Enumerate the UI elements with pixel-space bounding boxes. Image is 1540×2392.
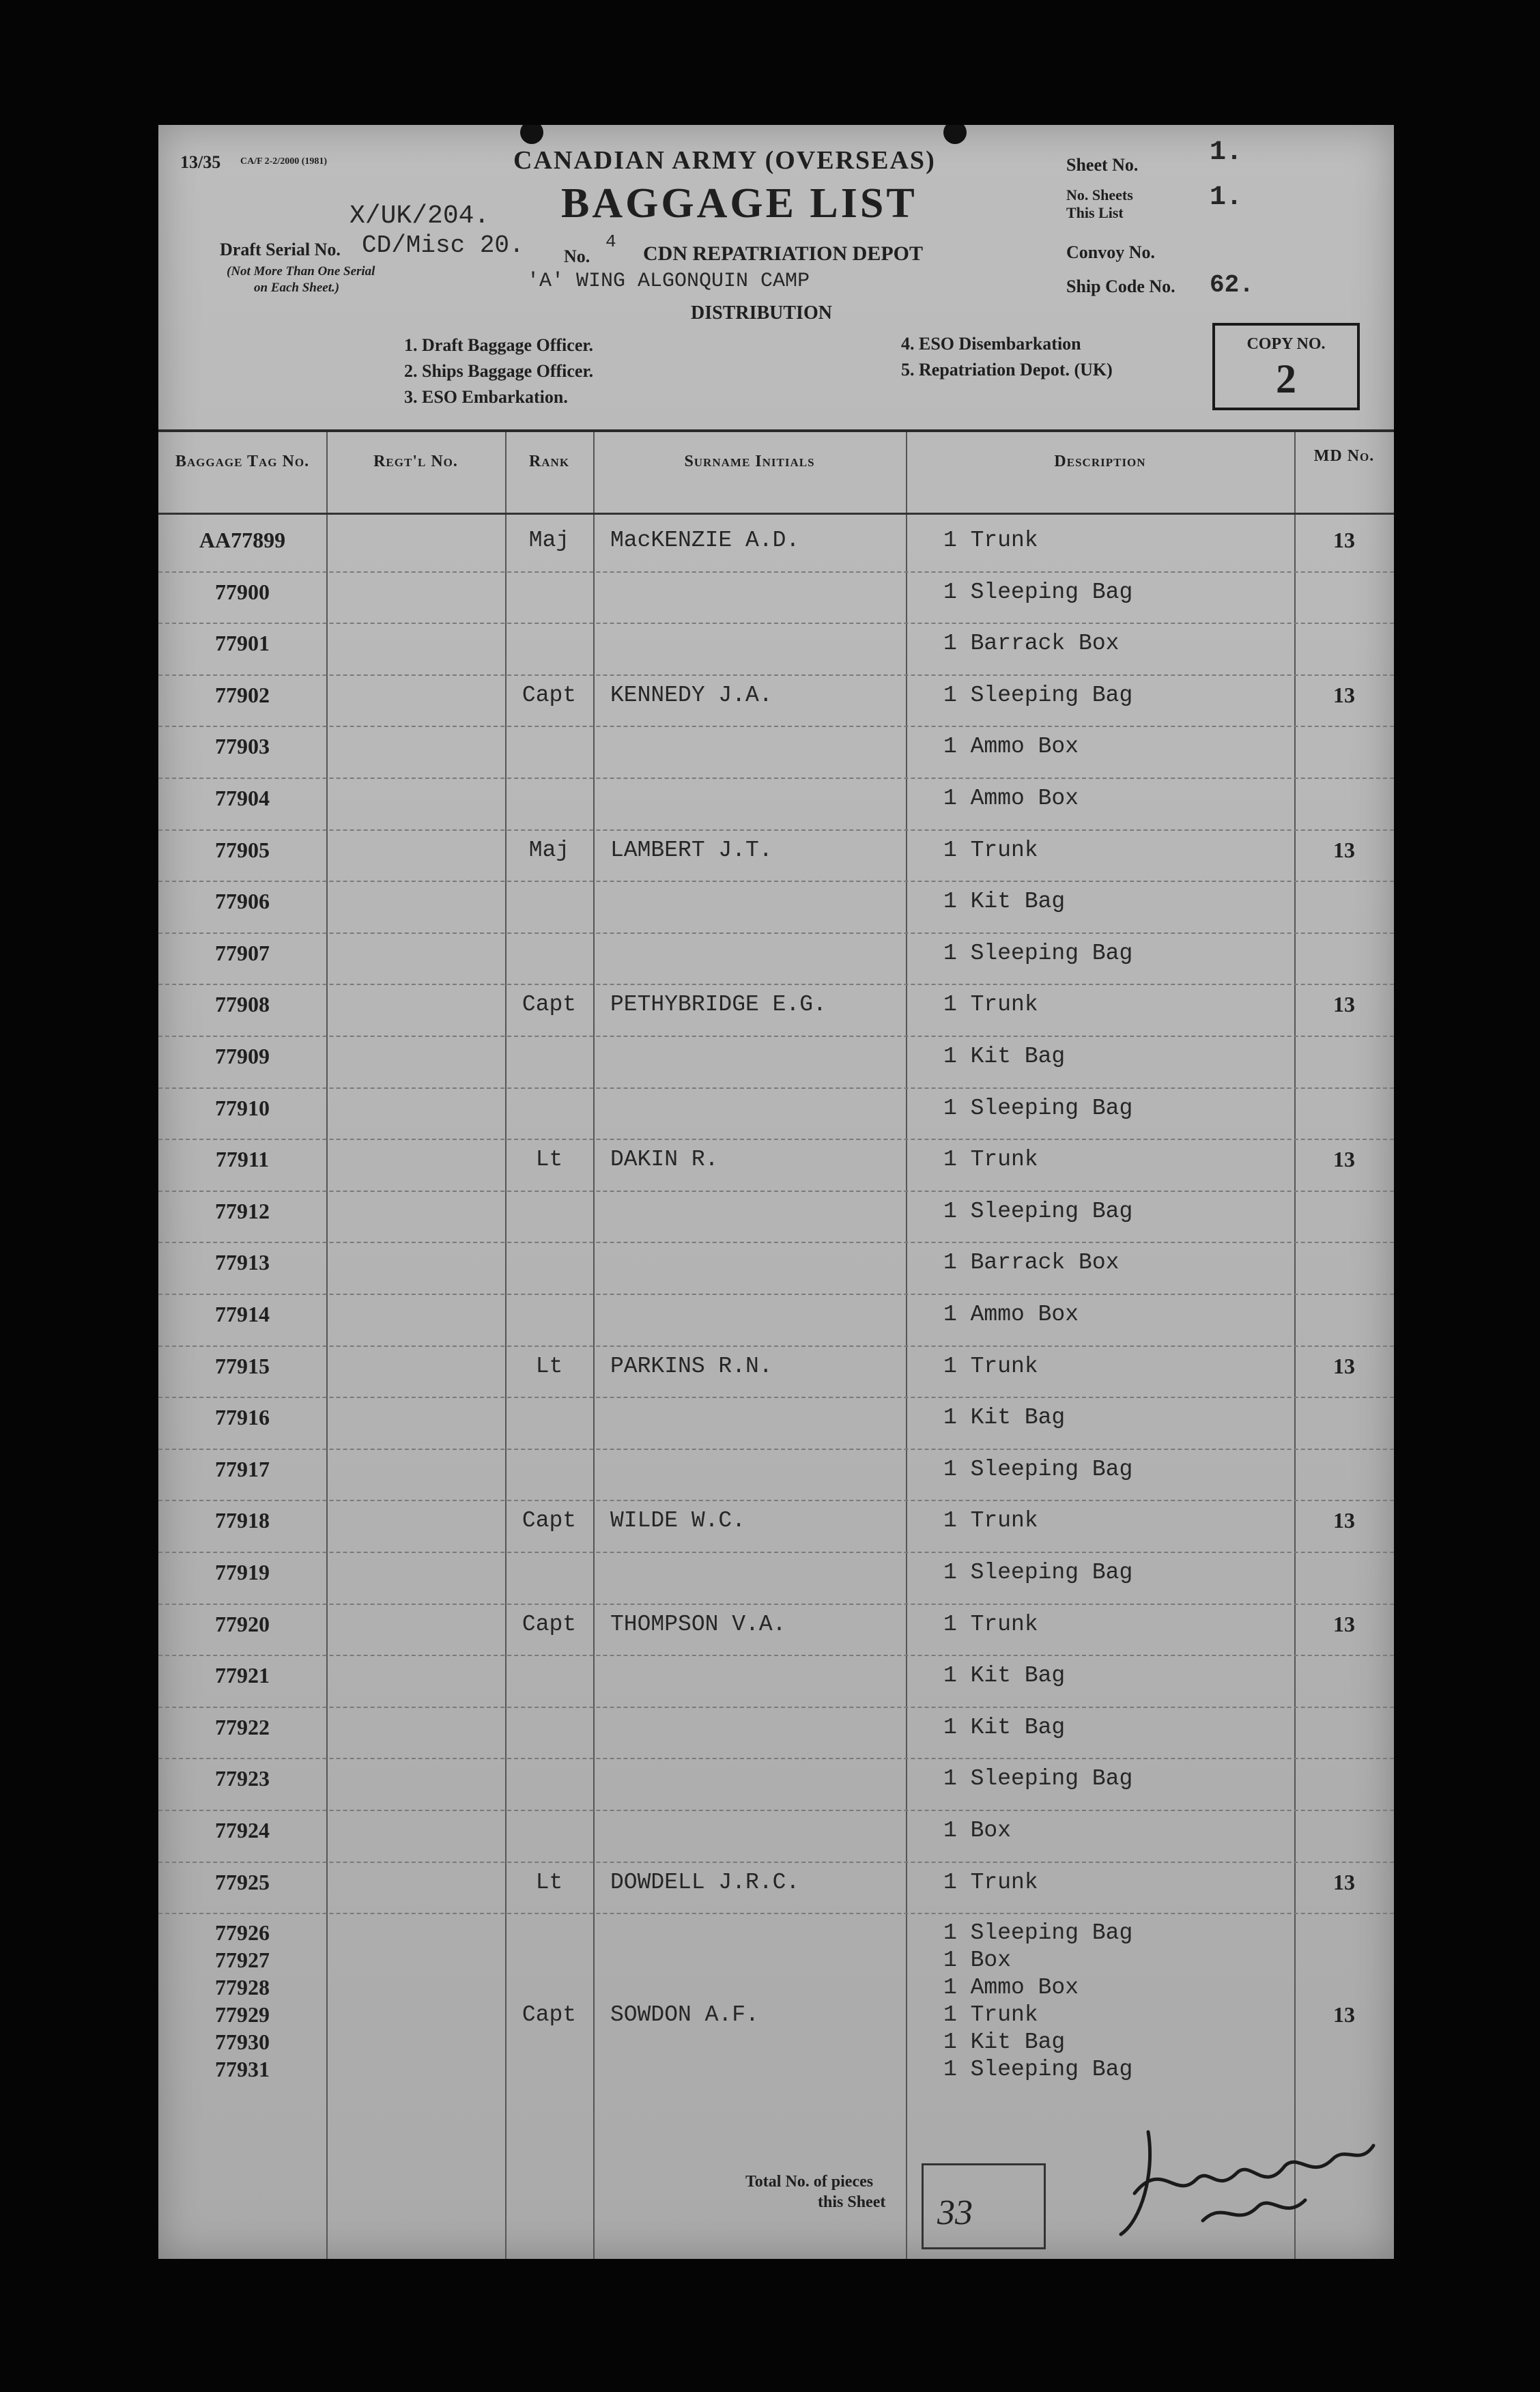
cell-md: 13 xyxy=(1333,682,1355,707)
cell-tag: 77921 xyxy=(215,1663,270,1688)
cell-desc: 1 Sleeping Bag xyxy=(943,2057,1133,2082)
total-label: Total No. of pieces xyxy=(745,2173,874,2191)
no-sheets-label: No. Sheets xyxy=(1066,186,1133,203)
row-rule xyxy=(158,1655,1394,1656)
cell-md: 13 xyxy=(1333,2002,1355,2027)
cell-rank: Lt xyxy=(535,1353,563,1379)
cell-tag: 77913 xyxy=(215,1250,270,1275)
cell-tag: 77925 xyxy=(215,1869,270,1894)
cell-desc: 1 Ammo Box xyxy=(943,1302,1079,1327)
cell-desc: 1 Sleeping Bag xyxy=(943,1766,1133,1792)
distribution-item: 2. Ships Baggage Officer. xyxy=(404,361,594,381)
cell-desc: 1 Kit Bag xyxy=(943,2030,1066,2055)
total-box xyxy=(922,2163,1046,2249)
cell-tag: 77907 xyxy=(215,940,270,965)
cell-desc: 1 Trunk xyxy=(943,2002,1038,2027)
cell-name: DOWDELL J.R.C. xyxy=(610,1869,800,1895)
row-rule xyxy=(158,1913,1394,1914)
cell-tag: 77917 xyxy=(215,1456,270,1481)
depot-name: CDN REPATRIATION DEPOT xyxy=(643,242,924,265)
cell-desc: 1 Trunk xyxy=(943,837,1038,863)
row-rule xyxy=(158,881,1394,882)
cell-tag: 77915 xyxy=(215,1353,270,1378)
cell-desc: 1 Trunk xyxy=(943,1353,1038,1379)
cell-desc: 1 Trunk xyxy=(943,1147,1038,1173)
depot-no-value: 4 xyxy=(605,231,616,252)
sheet-no-value: 1. xyxy=(1210,137,1243,168)
cell-tag: 77918 xyxy=(215,1508,270,1533)
no-sheets-value: 1. xyxy=(1210,182,1243,213)
cell-name: SOWDON A.F. xyxy=(610,2002,759,2027)
cell-rank: Capt xyxy=(522,1508,577,1534)
distribution-label: DISTRIBUTION xyxy=(691,302,832,324)
cell-md: 13 xyxy=(1333,528,1355,552)
cell-tag: 77904 xyxy=(215,786,270,810)
col-header-regtl: Regt'l No. xyxy=(373,453,458,470)
ship-code-label: Ship Code No. xyxy=(1066,276,1175,296)
row-rule xyxy=(158,1810,1394,1811)
serial-note-2: on Each Sheet.) xyxy=(254,281,340,295)
cell-tag: 77929 xyxy=(215,2002,270,2027)
row-rule xyxy=(158,1552,1394,1553)
cell-rank: Capt xyxy=(522,1611,577,1637)
row-rule xyxy=(158,984,1394,985)
cell-desc: 1 Ammo Box xyxy=(943,786,1079,811)
cell-tag: AA77899 xyxy=(199,528,286,552)
draft-serial-label: Draft Serial No. xyxy=(220,240,341,259)
col-header-md: MD No. xyxy=(1313,447,1375,465)
this-list-label: This List xyxy=(1066,204,1124,221)
cell-tag: 77914 xyxy=(215,1302,270,1326)
row-rule xyxy=(158,1242,1394,1243)
cell-desc: 1 Barrack Box xyxy=(943,1250,1120,1276)
cell-desc: 1 Trunk xyxy=(943,1869,1038,1895)
cell-md: 13 xyxy=(1333,992,1355,1017)
cell-tag: 77906 xyxy=(215,889,270,914)
row-rule xyxy=(158,623,1394,624)
row-rule xyxy=(158,778,1394,779)
total-value: 33 xyxy=(937,2193,973,2232)
camp-name: 'A' WING ALGONQUIN CAMP xyxy=(527,270,810,293)
form-code: CA/F 2-2/2000 (1981) xyxy=(240,156,328,167)
cell-tag: 77924 xyxy=(215,1818,270,1842)
row-rule xyxy=(158,1397,1394,1398)
row-rule xyxy=(158,674,1394,676)
punch-hole xyxy=(520,125,543,144)
cell-rank: Maj xyxy=(528,528,570,553)
cell-md: 13 xyxy=(1333,1353,1355,1378)
cell-tag: 77923 xyxy=(215,1766,270,1791)
cell-rank: Capt xyxy=(522,682,577,708)
cell-name: DAKIN R. xyxy=(610,1147,719,1173)
baggage-list-sheet xyxy=(158,125,1394,2259)
cell-desc: 1 Sleeping Bag xyxy=(943,1456,1133,1482)
row-rule xyxy=(158,1707,1394,1708)
row-rule xyxy=(158,1294,1394,1295)
convoy-label: Convoy No. xyxy=(1066,242,1156,262)
col-header-surname: Surname Initials xyxy=(684,453,815,470)
cell-desc: 1 Sleeping Bag xyxy=(943,579,1133,605)
row-rule xyxy=(158,1758,1394,1759)
cell-tag: 77930 xyxy=(215,2030,270,2054)
row-rule xyxy=(158,1036,1394,1037)
cell-name: KENNEDY J.A. xyxy=(610,682,773,708)
cell-rank: Capt xyxy=(522,992,577,1018)
cell-desc: 1 Kit Bag xyxy=(943,1044,1066,1069)
distribution-item: 1. Draft Baggage Officer. xyxy=(404,335,594,355)
cell-rank: Lt xyxy=(535,1869,563,1895)
cell-tag: 77910 xyxy=(215,1095,270,1120)
cell-rank: Capt xyxy=(522,2002,577,2027)
cell-tag: 77900 xyxy=(215,579,270,604)
cell-tag: 77916 xyxy=(215,1405,270,1430)
cell-tag: 77902 xyxy=(215,682,270,707)
row-rule xyxy=(158,1862,1394,1863)
cell-name: PETHYBRIDGE E.G. xyxy=(610,992,827,1018)
row-rule xyxy=(158,1604,1394,1605)
sheet-no-label: Sheet No. xyxy=(1066,155,1139,175)
cell-desc: 1 Box xyxy=(943,1948,1012,1973)
cell-tag: 77922 xyxy=(215,1714,270,1739)
copy-label: COPY NO. xyxy=(1246,335,1326,353)
cell-desc: 1 Trunk xyxy=(943,992,1038,1018)
org-name: CANADIAN ARMY (OVERSEAS) xyxy=(513,146,936,175)
cell-name: WILDE W.C. xyxy=(610,1508,746,1534)
row-rule xyxy=(158,1191,1394,1192)
column-header-rule xyxy=(158,513,1394,515)
row-rule xyxy=(158,1087,1394,1089)
cell-md: 13 xyxy=(1333,1869,1355,1894)
row-rule xyxy=(158,1139,1394,1140)
cell-desc: 1 Kit Bag xyxy=(943,889,1066,915)
col-header-tag: Baggage Tag No. xyxy=(175,453,310,470)
cell-tag: 77920 xyxy=(215,1611,270,1636)
form-number: 13/35 xyxy=(180,152,221,172)
cell-tag: 77919 xyxy=(215,1560,270,1584)
cell-desc: 1 Sleeping Bag xyxy=(943,1198,1133,1224)
row-rule xyxy=(158,829,1394,831)
cell-desc: 1 Trunk xyxy=(943,1611,1038,1637)
cell-rank: Maj xyxy=(528,837,570,863)
cell-desc: 1 Sleeping Bag xyxy=(943,940,1133,966)
serial-note: (Not More Than One Serial xyxy=(227,264,375,279)
col-header-rank: Rank xyxy=(528,453,570,470)
cell-tag: 77901 xyxy=(215,631,270,656)
cell-tag: 77905 xyxy=(215,837,270,862)
cell-desc: 1 Trunk xyxy=(943,528,1038,553)
row-rule xyxy=(158,571,1394,573)
total-label-2: this Sheet xyxy=(818,2193,886,2211)
cell-name: PARKINS R.N. xyxy=(610,1353,773,1379)
cell-name: THOMPSON V.A. xyxy=(610,1611,786,1637)
cell-desc: 1 Ammo Box xyxy=(943,734,1079,760)
cell-desc: 1 Kit Bag xyxy=(943,1714,1066,1740)
draft-serial-value: CD/Misc 20. xyxy=(362,231,524,259)
cell-desc: 1 Box xyxy=(943,1818,1012,1843)
row-rule xyxy=(158,1449,1394,1450)
cell-tag: 77911 xyxy=(215,1147,270,1172)
cell-tag: 77931 xyxy=(215,2057,270,2081)
ship-code-value: 62. xyxy=(1210,271,1254,299)
draft-ref: X/UK/204. xyxy=(350,201,490,231)
depot-no-label: No. xyxy=(564,246,590,266)
cell-tag: 77928 xyxy=(215,1975,270,1999)
cell-desc: 1 Sleeping Bag xyxy=(943,1095,1133,1121)
page-title: BAGGAGE LIST xyxy=(561,180,917,227)
signature-icon xyxy=(1107,2118,1380,2255)
cell-desc: 1 Ammo Box xyxy=(943,1975,1079,2000)
cell-rank: Lt xyxy=(535,1147,563,1173)
distribution-item: 4. ESO Disembarkation xyxy=(901,334,1081,354)
cell-desc: 1 Trunk xyxy=(943,1508,1038,1534)
cell-desc: 1 Kit Bag xyxy=(943,1405,1066,1431)
cell-desc: 1 Sleeping Bag xyxy=(943,1920,1133,1946)
row-rule xyxy=(158,1500,1394,1501)
cell-desc: 1 Sleeping Bag xyxy=(943,682,1133,708)
cell-md: 13 xyxy=(1333,1611,1355,1636)
cell-tag: 77927 xyxy=(215,1948,270,1972)
distribution-item: 3. ESO Embarkation. xyxy=(404,387,568,407)
row-rule xyxy=(158,1346,1394,1347)
cell-tag: 77912 xyxy=(215,1198,270,1223)
punch-hole xyxy=(943,125,967,144)
header-rule xyxy=(158,429,1394,432)
cell-name: MacKENZIE A.D. xyxy=(610,528,800,553)
row-rule xyxy=(158,932,1394,934)
cell-name: LAMBERT J.T. xyxy=(610,837,773,863)
cell-tag: 77903 xyxy=(215,734,270,759)
cell-desc: 1 Kit Bag xyxy=(943,1663,1066,1689)
cell-md: 13 xyxy=(1333,837,1355,862)
cell-tag: 77926 xyxy=(215,1920,270,1945)
cell-desc: 1 Sleeping Bag xyxy=(943,1560,1133,1585)
cell-md: 13 xyxy=(1333,1147,1355,1172)
distribution-item: 5. Repatriation Depot. (UK) xyxy=(901,360,1113,380)
row-rule xyxy=(158,726,1394,727)
col-header-description: Description xyxy=(1054,453,1146,470)
copy-value: 2 xyxy=(1276,356,1296,401)
copy-number-box xyxy=(1212,323,1360,410)
cell-tag: 77908 xyxy=(215,992,270,1017)
cell-tag: 77909 xyxy=(215,1044,270,1068)
cell-md: 13 xyxy=(1333,1508,1355,1533)
cell-desc: 1 Barrack Box xyxy=(943,631,1120,657)
